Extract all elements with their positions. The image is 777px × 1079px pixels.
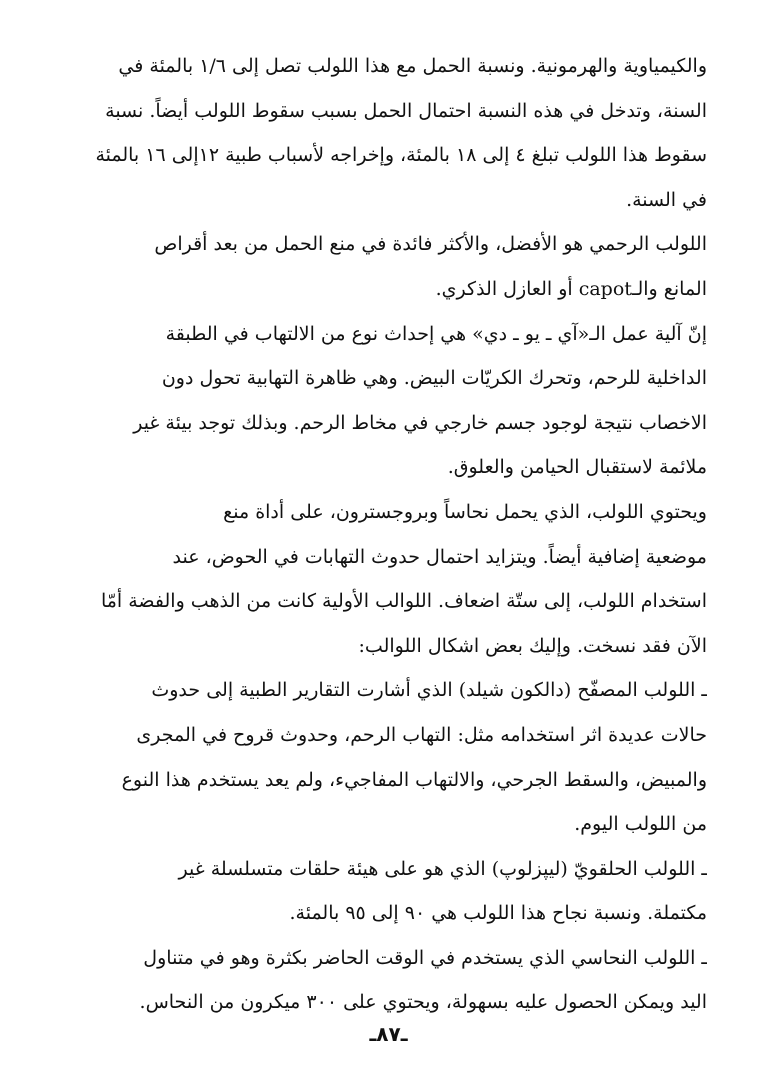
text-line: الآن فقد نسخت. وإليك بعض اشكال اللوالب: <box>358 634 707 657</box>
text-line: في السنة. <box>626 188 707 211</box>
text-line: الاخصاب نتيجة لوجود جسم خارجي في مخاط الرحم. وبذلك توجد بيئة غير <box>133 411 707 434</box>
text-line: السنة، وتدخل في هذه النسبة احتمال الحمل بسبب سقوط اللولب أيضاً. نسبة <box>105 99 707 122</box>
text-line: اللولب الرحمي هو الأفضل، والأكثر فائدة في منع الحمل من بعد أقراص <box>154 233 707 256</box>
text-line: سقوط هذا اللولب تبلغ ٤ إلى ١٨ بالمئة، وإخراجه لأسباب طبية ١٢إلى ١٦ بالمئة <box>95 144 707 167</box>
text-line: الداخلية للرحم، وتحرك الكريّات البيض. وهي ظاهرة التهابية تحول دون <box>161 367 707 390</box>
text-line: المانع والـcapot أو العازل الذكري. <box>435 277 707 300</box>
text-line: ـ اللولب المصفّح (دالكون شيلد) الذي أشارت التقارير الطبية إلى حدوث <box>151 679 707 702</box>
text-line: حالات عديدة اثر استخدامه مثل: التهاب الرحم، وحدوث قروح في المجرى <box>136 723 707 746</box>
text-line: والمبيض، والسقط الجرحي، والالتهاب المفاجيء، ولم يعد يستخدم هذا النوع <box>121 768 707 791</box>
text-line: ملائمة لاستقبال الحيامن والعلوق. <box>447 456 707 479</box>
text-line: اليد ويمكن الحصول عليه بسهولة، ويحتوي على ٣٠٠ ميكرون من النحاس. <box>139 991 707 1014</box>
text-line: ـ اللولب الحلقويّ (ليپزلوپ) الذي هو على هيئة حلقات متسلسلة غير <box>178 857 707 880</box>
text-line: استخدام اللولب، إلى ستّة اضعاف. اللوالب الأولية كانت من الذهب والفضة أمّا <box>100 590 707 613</box>
text-line: ـ اللولب النحاسي الذي يستخدم في الوقت الحاضر بكثرة وهو في متناول <box>143 946 707 969</box>
text-line: موضعية إضافية أيضاً. ويتزايد احتمال حدوث التهابات في الحوض، عند <box>172 545 707 568</box>
text-line: إنّ آلية عمل الـ«آي ـ يو ـ دي» هي إحداث نوع من الالتهاب في الطبقة <box>165 322 707 345</box>
page-number: ـ٨٧ـ <box>369 1022 408 1046</box>
text-line: ويحتوي اللولب، الذي يحمل نحاساً وبروجسترون، على أداة منع <box>223 500 707 523</box>
text-line: مكتملة. ونسبة نجاح هذا اللولب هي ٩٠ إلى ٩٥ بالمئة. <box>289 902 707 925</box>
body-text <box>70 44 707 1025</box>
text-line: من اللولب اليوم. <box>574 813 707 836</box>
text-line: والكيمياوية والهرمونية. ونسبة الحمل مع هذا اللولب تصل إلى ١/٦ بالمئة في <box>118 55 707 77</box>
